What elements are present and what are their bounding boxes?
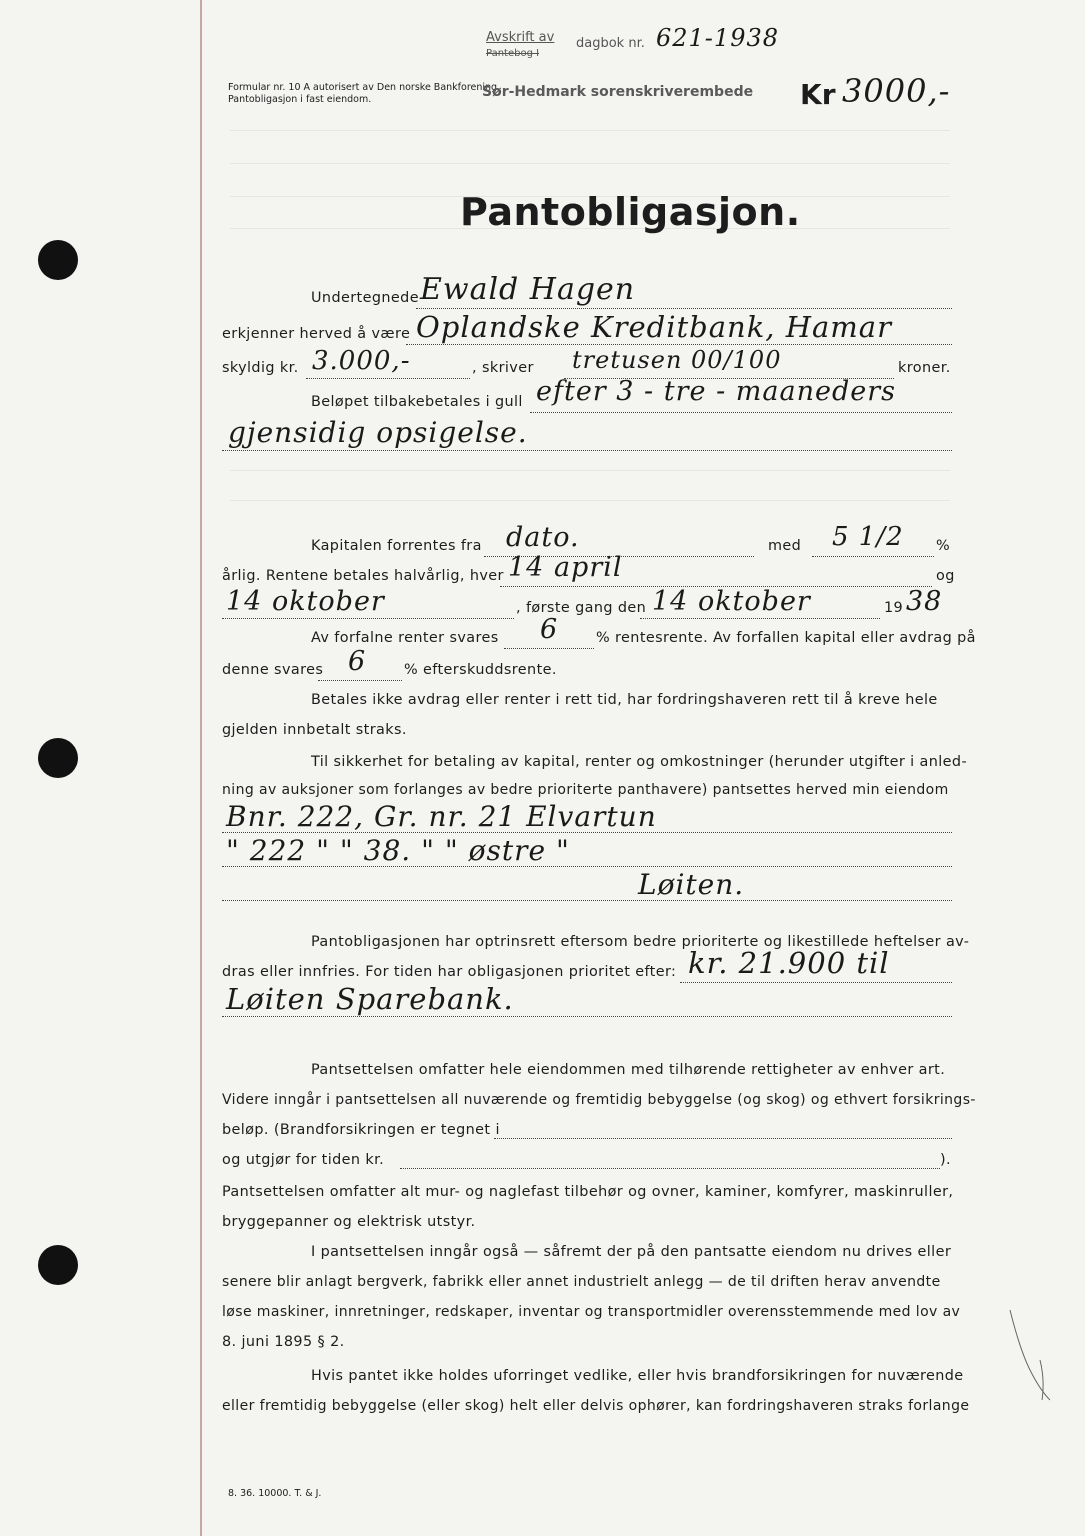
omfatter-text-2: Videre inngår i pantsettelsen all nuværende og fremtidig bebyggelse (og skog) og ethvert forsikrings- — [222, 1092, 976, 1108]
margin-line — [200, 0, 202, 1536]
efterskudd-label: % efterskuddsrente. — [404, 662, 557, 678]
inngar-text-3: løse maskiner, innretninger, redskaper, inventar og transportmidler overensstemmende med lov av — [222, 1304, 961, 1320]
hvis-text-1: Hvis pantet ikke holdes uforringet vedlike, eller hvis brandforsikringen for nuværende — [311, 1368, 964, 1384]
underline — [406, 344, 952, 345]
prioritet-hand-1: kr. 21.900 til — [688, 946, 890, 980]
inngar-text-4: 8. juni 1895 § 2. — [222, 1334, 345, 1350]
underline — [640, 618, 880, 619]
underline — [812, 556, 934, 557]
punch-hole — [38, 738, 78, 778]
bleed-through-line — [230, 163, 950, 164]
punch-hole — [38, 1245, 78, 1285]
og-label: og — [936, 568, 955, 584]
undertegnede-value: Ewald Hagen — [420, 272, 636, 307]
betales-text-2: gjelden innbetalt straks. — [222, 722, 407, 738]
prioritet-hand-2: Løiten Sparebank. — [226, 982, 514, 1016]
eiendom-hand-2: " 222 " " 38. " " østre " — [226, 834, 570, 867]
omfatter-text-1: Pantsettelsen omfatter hele eiendommen med tilhørende rettigheter av enhver art. — [311, 1062, 946, 1078]
underline — [504, 648, 594, 649]
forfalne-value: 6 — [540, 614, 559, 645]
optrinn-text-2: dras eller innfries. For tiden har obligasjonen prioritet efter: — [222, 964, 677, 980]
kr-amount: 3000,- — [842, 72, 951, 110]
underline — [318, 680, 402, 681]
skriver-label: , skriver — [472, 360, 534, 376]
kapital-label: Kapitalen forrentes fra — [311, 538, 482, 554]
omfatter-text-4-end: ). — [940, 1152, 951, 1168]
forfalne-label: Av forfalne renter svares — [311, 630, 499, 646]
margin-mark — [1000, 1300, 1060, 1410]
form-line-2: Pantobligasjon i fast eiendom. — [228, 94, 372, 105]
underline — [494, 1138, 952, 1139]
rentesrente-label: % rentesrente. Av forfallen kapital eller avdrag på — [596, 630, 976, 646]
omfatter-text-5: Pantsettelsen omfatter alt mur- og naglefast tilbehør og ovner, kaminer, komfyrer, maskinruller, — [222, 1184, 954, 1200]
optrinn-text-1: Pantobligasjonen har optrinsrett eftersom bedre prioriterte og likestillede heftelser av- — [311, 934, 970, 950]
sikkerhet-text-1: Til sikkerhet for betaling av kapital, renter og omkostninger (herunder utgifter i anled- — [311, 754, 968, 770]
office-stamp: Sør-Hedmark sorenskriverembede — [482, 84, 754, 100]
eiendom-hand-1: Bnr. 222, Gr. nr. 21 Elvartun — [226, 800, 657, 833]
underline — [222, 450, 952, 451]
kr-label: Kr — [800, 78, 836, 111]
stamp-pantebog: Pantebog I — [486, 48, 540, 59]
forste-label: , første gang den — [516, 600, 647, 616]
denne-label: denne svares — [222, 662, 324, 678]
sikkerhet-text-2: ning av auksjoner som forlanges av bedre prioriterte panthavere) pantsettes herved min eiendom — [222, 782, 949, 798]
hver-value: 14 april — [508, 552, 623, 583]
forste-value: 14 oktober — [652, 586, 811, 617]
skriver-value: tretusen 00/100 — [572, 346, 782, 374]
kroner-label: kroner. — [898, 360, 951, 376]
erkjenner-label: erkjenner herved å være — [222, 326, 411, 342]
underline — [222, 618, 514, 619]
erkjenner-value: Oplandske Kreditbank, Hamar — [416, 310, 892, 344]
med-label: med — [768, 538, 802, 554]
belopet-value-2: gjensidig opsigelse. — [228, 416, 528, 449]
omfatter-text-4: og utgjør for tiden kr. — [222, 1152, 385, 1168]
eiendom-hand-3: Løiten. — [638, 868, 745, 901]
inngar-text-2: senere blir anlagt bergverk, fabrikk eller annet industrielt anlegg — de til driften herav anvendte — [222, 1274, 941, 1290]
bleed-through-line — [230, 500, 950, 501]
hvis-text-2: eller fremtidig bebyggelse (eller skog) helt eller delvis ophører, kan fordringshaveren straks forlange — [222, 1398, 970, 1414]
print-code: 8. 36. 10000. T. & J. — [228, 1488, 322, 1499]
year-value: 38 — [906, 586, 943, 617]
underline — [416, 308, 952, 309]
bleed-through-line — [230, 470, 950, 471]
underline — [680, 982, 952, 983]
underline — [222, 866, 952, 867]
underline — [530, 412, 952, 413]
kapital-value: dato. — [506, 522, 580, 553]
omfatter-text-6: bryggepanner og elektrisk utstyr. — [222, 1214, 476, 1230]
undertegnede-label: Undertegnede — [311, 290, 419, 306]
skyldig-value: 3.000,- — [312, 346, 411, 376]
stamp-dagbok: dagbok nr. — [576, 36, 645, 51]
underline — [222, 832, 952, 833]
omfatter-text-3: beløp. (Brandforsikringen er tegnet i — [222, 1122, 500, 1138]
betales-text-1: Betales ikke avdrag eller renter i rett tid, har fordringshaveren rett til å kreve hele — [311, 692, 938, 708]
belopet-label: Beløpet tilbakebetales i gull — [311, 394, 523, 410]
arlig-label: årlig. Rentene betales halvårlig, hver — [222, 568, 504, 584]
punch-hole — [38, 240, 78, 280]
inngar-text-1: I pantsettelsen inngår også — såfremt der på den pantsatte eiendom nu drives eller — [311, 1244, 952, 1260]
bleed-through-line — [230, 130, 950, 131]
skyldig-label: skyldig kr. — [222, 360, 299, 376]
stamp-avskrift: Avskrift av — [486, 30, 555, 45]
underline — [222, 900, 952, 901]
denne-value: 6 — [348, 646, 367, 677]
dagbok-number: 621-1938 — [656, 24, 779, 52]
percent-sign: % — [936, 538, 951, 554]
underline — [222, 1016, 952, 1017]
year-prefix: 19 — [884, 600, 904, 616]
underline — [306, 378, 470, 379]
rate-value: 5 1/2 — [832, 522, 904, 552]
belopet-value-1: efter 3 - tre - maaneders — [536, 376, 896, 407]
form-line-1: Formular nr. 10 A autorisert av Den norske Bankforening. — [228, 82, 501, 93]
date2-value: 14 oktober — [226, 586, 385, 617]
page-title: Pantobligasjon. — [460, 190, 801, 234]
underline — [400, 1168, 940, 1169]
